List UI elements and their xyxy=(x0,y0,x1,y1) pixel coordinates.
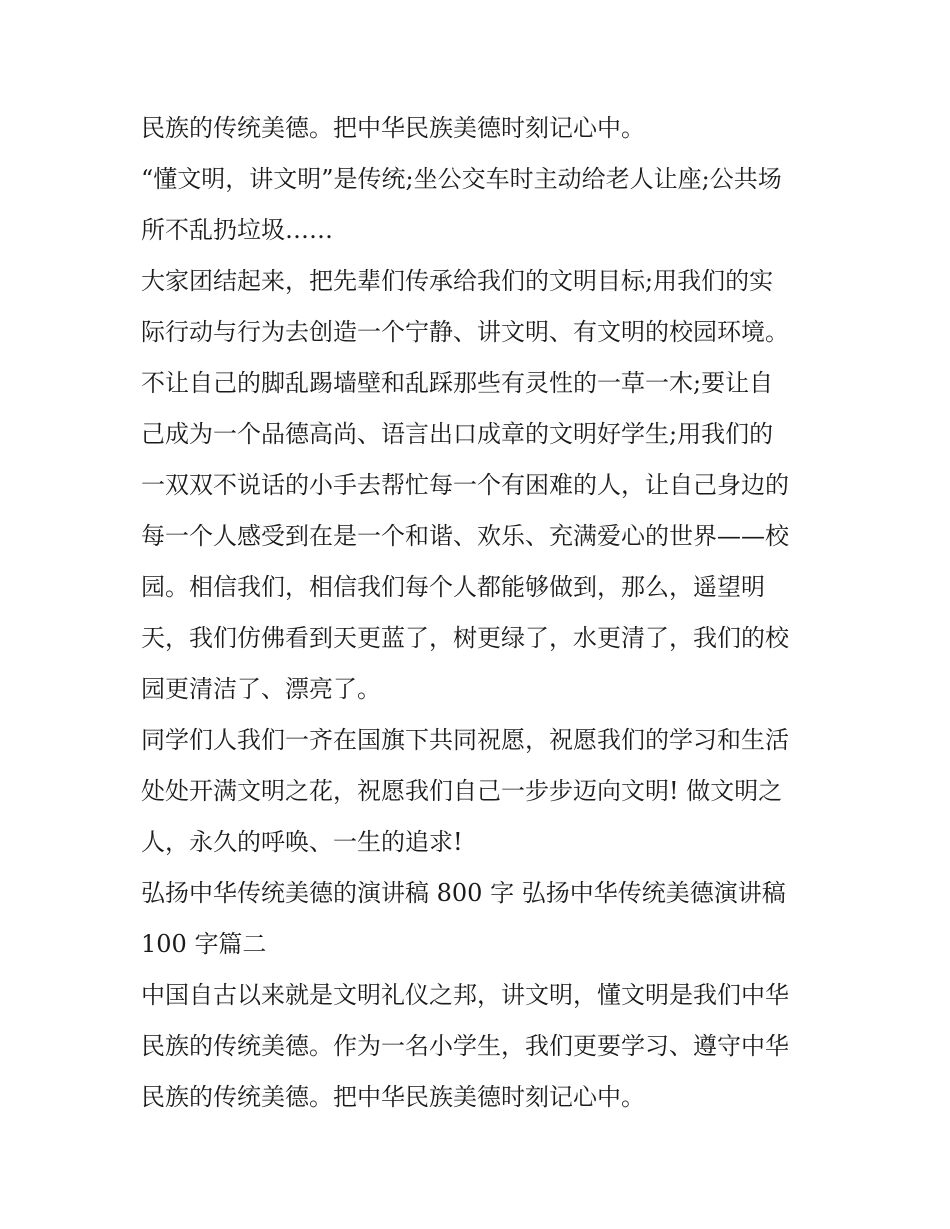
text-line: 园。相信我们，相信我们每个人都能够做到，那么，遥望明 xyxy=(141,573,765,601)
text-line: 弘扬中华传统美德的演讲稿 800 字 弘扬中华传统美德演讲稿 xyxy=(141,879,786,907)
text-line: 天，我们仿佛看到天更蓝了，树更绿了，水更清了，我们的校 xyxy=(141,624,789,652)
body-text xyxy=(141,103,821,1123)
text-line: 一双双不说话的小手去帮忙每一个有困难的人，让自己身边的 xyxy=(141,471,789,499)
text-line: 人，永久的呼唤、一生的追求! xyxy=(141,828,463,856)
text-line: 每一个人感受到在是一个和谐、欢乐、充满爱心的世界——校 xyxy=(141,522,789,550)
text-line: 同学们人我们一齐在国旗下共同祝愿，祝愿我们的学习和生活 xyxy=(141,726,789,754)
text-line: 所不乱扔垃圾…… xyxy=(141,216,333,244)
text-line: 民族的传统美德。作为一名小学生，我们更要学习、遵守中华 xyxy=(141,1032,789,1060)
text-line: 际行动与行为去创造一个宁静、讲文明、有文明的校园环境。 xyxy=(141,318,789,346)
text-line: “懂文明，讲文明”是传统;坐公交车时主动给老人让座;公共场 xyxy=(141,165,782,193)
text-line: 中国自古以来就是文明礼仪之邦，讲文明，懂文明是我们中华 xyxy=(141,981,789,1009)
text-line: 大家团结起来，把先辈们传承给我们的文明目标;用我们的实 xyxy=(141,267,774,295)
text-line: 处处开满文明之花，祝愿我们自己一步步迈向文明! 做文明之 xyxy=(141,777,783,805)
text-line: 己成为一个品德高尚、语言出口成章的文明好学生;用我们的 xyxy=(141,420,774,448)
text-line: 不让自己的脚乱踢墙壁和乱踩那些有灵性的一草一木;要让自 xyxy=(141,369,774,397)
text-line: 民族的传统美德。把中华民族美德时刻记心中。 xyxy=(141,1083,645,1111)
text-line: 100 字篇二 xyxy=(141,930,267,958)
text-line: 民族的传统美德。把中华民族美德时刻记心中。 xyxy=(141,114,645,142)
text-line: 园更清洁了、漂亮了。 xyxy=(141,675,381,703)
